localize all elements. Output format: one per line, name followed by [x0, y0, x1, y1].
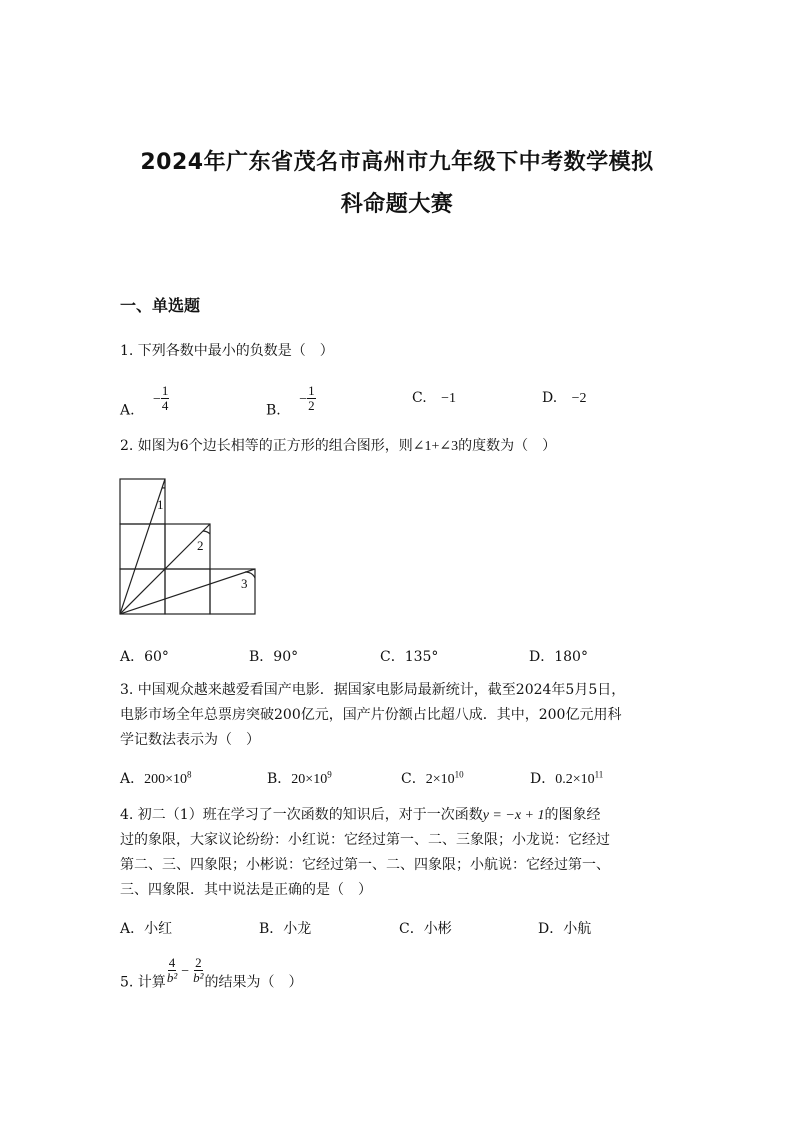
angle-arc [203, 531, 210, 534]
question-1-option-d: D. −2 [542, 390, 587, 406]
question-1-stem: 1. 下列各数中最小的负数是（ ） [120, 343, 334, 359]
question-4-option-b: B．小龙 [259, 921, 312, 937]
question-3-stem: 3. 中国观众越来越爱看国产电影．据国家电影局最新统计，截至2024年5月5日， 电影市场全年总票房突破200亿元，国产片份额占比超八成．其中，200亿元用科 学记数法表示为（ ） [120, 682, 626, 748]
question-4-option-c: C．小彬 [399, 921, 452, 937]
question-3-option-c: C．$2\times 10^{10}$ [401, 769, 464, 787]
question-3-option-a: A．$200\times 10^8$ [120, 769, 192, 787]
fraction: $\frac{1}{2}$ [308, 383, 315, 413]
question-4-stem: 4. 初二（1）班在学习了一次函数的知识后，对于一次函数y = −x + 1的图象经 过的象限，大家议论纷纷：小红说：它经过第一、二、三象限；小龙说：它经过 第二、三、四象限；小彬说：它经过第一、二、四象限；小航说：它经过第一、 三、四象限．其中说法是正确的是（ ） [120, 807, 610, 898]
angle-label-3: 3 [241, 576, 248, 591]
question-3-option-d: D．$0.2\times 10^{11}$ [530, 769, 604, 787]
question-4-option-d: D．小航 [538, 921, 592, 937]
question-3-option-b: B．$20\times 10^9$ [267, 769, 332, 787]
question-2-option-b: B．90° [249, 649, 299, 665]
squares-figure [115, 476, 265, 621]
document-title-line-1: 2024年广东省茂名市高州市九年级下中考数学模拟 [140, 150, 654, 175]
fraction: $\frac{2}{\text{b²}}$ [193, 955, 204, 985]
diagonal-line [120, 569, 255, 614]
question-2-option-c: C．135° [380, 649, 439, 665]
question-5-stem: 5. 计算 $\frac{4}{\text{b²}}$ − $\frac{2}{\text{b²}}$ 的结果为（ ） [120, 955, 303, 991]
question-1-option-a: A. − $\frac{1}{4}$ [120, 383, 169, 419]
question-1-option-c: C. −1 [412, 390, 457, 406]
fraction: $\frac{4}{\text{b²}}$ [166, 955, 178, 985]
angle-label-2: 2 [197, 538, 204, 553]
angle-label-1: 1 [157, 497, 164, 512]
question-4-option-a: A．小红 [120, 921, 173, 937]
document-title-line-2: 科命题大赛 [340, 192, 454, 217]
section-heading: 一、单选题 [120, 296, 201, 315]
square [210, 569, 255, 614]
question-2-option-a: A．60° [120, 649, 169, 665]
question-1-option-b: B. − $\frac{1}{2}$ [266, 383, 315, 419]
fraction: $\frac{1}{4}$ [161, 383, 169, 413]
question-2-stem: 2. 如图为6个边长相等的正方形的组合图形，则∠1+∠3的度数为（ ） [120, 438, 557, 454]
question-2-option-d: D．180° [529, 649, 588, 665]
